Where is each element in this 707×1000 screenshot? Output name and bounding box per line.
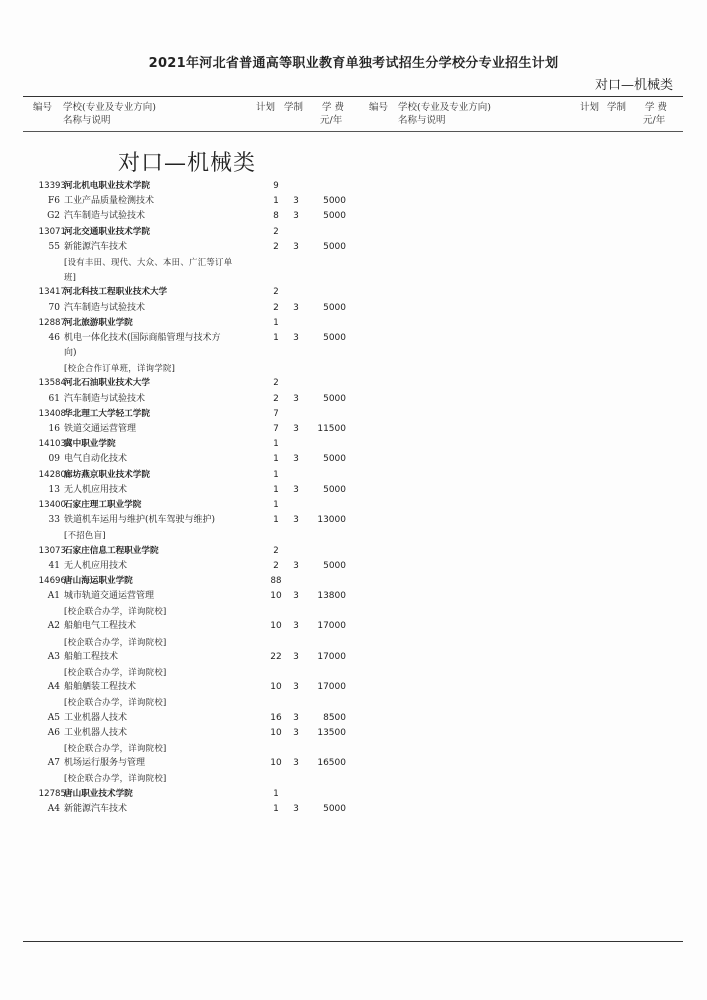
row-years: 3 — [293, 712, 299, 723]
row-plan: 2 — [273, 378, 279, 389]
row-code: A4 — [47, 682, 60, 693]
note-row — [0, 346, 707, 361]
row-plan: 2 — [273, 226, 279, 237]
row-fee: 11500 — [317, 424, 346, 434]
major-row — [0, 194, 707, 209]
row-fee: 5000 — [323, 560, 346, 571]
row-plan: 1 — [273, 788, 279, 799]
header-years-left: 学制 — [284, 102, 304, 113]
row-name: [不招色盲] — [64, 530, 106, 541]
header-school-right: 学校(专业及专业方向) — [398, 102, 491, 113]
header-fee-left-1: 学 费 — [322, 102, 345, 113]
school-row — [0, 225, 707, 240]
note-row — [0, 695, 707, 710]
row-name: [校企联合办学，详询院校] — [64, 773, 167, 784]
row-name: 铁道交通运营管理 — [64, 424, 137, 434]
row-name: 船舶工程技术 — [64, 651, 119, 662]
note-row — [0, 528, 707, 543]
note-row — [0, 665, 707, 680]
major-row — [0, 589, 707, 604]
row-plan: 1 — [273, 332, 279, 343]
row-code: 61 — [48, 393, 60, 404]
major-row — [0, 802, 707, 817]
row-years: 3 — [293, 682, 299, 693]
school-row — [0, 407, 707, 422]
row-code: A5 — [47, 712, 60, 723]
school-row — [0, 179, 707, 194]
row-years: 3 — [293, 211, 299, 222]
row-years: 3 — [293, 302, 299, 313]
row-name: 石家庄信息工程职业学院 — [64, 545, 159, 556]
header-desc-right: 名称与说明 — [398, 115, 446, 126]
row-name: 工业机器人技术 — [64, 727, 128, 738]
row-plan: 16 — [270, 712, 282, 723]
row-plan: 1 — [273, 469, 279, 480]
row-code: A1 — [47, 591, 60, 602]
major-row — [0, 331, 707, 346]
row-plan: 7 — [273, 424, 279, 434]
row-years: 3 — [293, 621, 299, 632]
row-name: [校企联合办学，详询院校] — [64, 606, 167, 617]
row-plan: 1 — [273, 317, 279, 328]
row-name: 城市轨道交通运营管理 — [64, 591, 155, 602]
row-name: 廊坊燕京职业技术学院 — [64, 469, 150, 480]
school-row — [0, 376, 707, 391]
header-top-rule — [23, 96, 683, 97]
row-fee: 16500 — [317, 758, 346, 769]
row-name: 工业产品质量检测技术 — [64, 196, 155, 207]
row-code: 13071 — [38, 226, 66, 237]
row-name: 河北旅游职业学院 — [64, 317, 133, 328]
header-desc-left: 名称与说明 — [63, 115, 111, 126]
row-name: [校企联合办学，详询院校] — [64, 697, 167, 708]
row-code: 14280 — [38, 469, 66, 480]
row-name: [校企合作订单班，详询学院] — [64, 363, 176, 374]
page-title: 2021年河北省普通高等职业教育单独考试招生分学校分专业招生计划 — [148, 56, 559, 71]
row-plan: 2 — [273, 560, 279, 571]
school-row — [0, 498, 707, 513]
row-years: 3 — [293, 803, 299, 814]
school-row — [0, 468, 707, 483]
row-plan: 10 — [270, 591, 282, 602]
school-row — [0, 787, 707, 802]
header-fee-left-2: 元/年 — [320, 115, 343, 126]
major-row — [0, 680, 707, 695]
row-fee: 17000 — [317, 621, 346, 632]
major-row — [0, 650, 707, 665]
note-row — [0, 741, 707, 756]
major-row — [0, 392, 707, 407]
row-fee: 13000 — [317, 515, 346, 526]
row-code: 55 — [48, 241, 60, 252]
school-row — [0, 437, 707, 452]
row-years: 3 — [293, 758, 299, 769]
note-row — [0, 255, 707, 270]
row-plan: 1 — [273, 803, 279, 814]
row-name: 汽车制造与试验技术 — [64, 211, 146, 222]
school-row — [0, 285, 707, 300]
row-name: 冀中职业学院 — [64, 439, 116, 450]
header-code-right: 编号 — [369, 102, 389, 113]
row-plan: 10 — [270, 758, 282, 769]
row-plan: 88 — [270, 575, 282, 586]
row-years: 3 — [293, 591, 299, 602]
row-years: 3 — [293, 241, 299, 252]
school-row — [0, 574, 707, 589]
row-fee: 5000 — [323, 332, 346, 343]
row-name: 工业机器人技术 — [64, 712, 128, 723]
row-name: 唐山职业技术学院 — [64, 788, 133, 799]
header-years-right: 学制 — [607, 102, 627, 113]
major-row — [0, 452, 707, 467]
row-fee: 5000 — [323, 241, 346, 252]
row-code: 14696 — [38, 575, 66, 586]
row-plan: 22 — [270, 651, 282, 662]
row-plan: 2 — [273, 393, 279, 404]
row-fee: 5000 — [323, 484, 346, 495]
row-code: A4 — [47, 803, 60, 814]
row-plan: 1 — [273, 515, 279, 526]
row-fee: 5000 — [323, 211, 346, 222]
row-code: 13400 — [38, 499, 66, 510]
row-code: A3 — [47, 651, 60, 662]
row-name: 电气自动化技术 — [64, 454, 128, 465]
header-school-left: 学校(专业及专业方向) — [63, 102, 156, 113]
footer-rule — [23, 941, 683, 942]
plan-table — [0, 179, 707, 817]
row-code: 12785 — [38, 788, 66, 799]
row-name: 河北机电职业技术学院 — [64, 181, 150, 191]
row-fee: 17000 — [317, 682, 346, 693]
row-name: 河北科技工程职业技术大学 — [64, 287, 168, 298]
row-name: 船舶电气工程技术 — [64, 621, 137, 632]
header-code-left: 编号 — [33, 102, 53, 113]
row-code: 13073 — [38, 545, 66, 556]
row-code: 13 — [48, 484, 60, 495]
row-name: 铁道机车运用与维护(机车驾驶与维护) — [64, 515, 216, 526]
row-fee: 8500 — [323, 712, 346, 723]
row-plan: 1 — [273, 484, 279, 495]
row-code: 12887 — [38, 317, 66, 328]
row-plan: 9 — [273, 181, 279, 191]
row-name: 机场运行服务与管理 — [64, 758, 146, 769]
row-name: 汽车制造与试验技术 — [64, 302, 146, 313]
row-years: 3 — [293, 651, 299, 662]
row-plan: 1 — [273, 439, 279, 450]
row-name: 向) — [64, 348, 77, 359]
row-code: A2 — [47, 621, 60, 632]
row-code: 13584 — [38, 378, 66, 389]
row-name: 河北石油职业技术大学 — [64, 378, 150, 389]
row-code: 13417 — [38, 287, 66, 298]
row-plan: 7 — [273, 408, 279, 419]
major-row — [0, 483, 707, 498]
note-row — [0, 361, 707, 376]
row-fee: 5000 — [323, 196, 346, 207]
section-title: 对口—机械类 — [118, 151, 257, 176]
row-code: 41 — [48, 560, 60, 571]
note-row — [0, 635, 707, 650]
row-years: 3 — [293, 332, 299, 343]
row-plan: 8 — [273, 211, 279, 222]
row-fee: 17000 — [317, 651, 346, 662]
major-row — [0, 422, 707, 437]
major-row — [0, 513, 707, 528]
row-name: 无人机应用技术 — [64, 484, 128, 495]
row-years: 3 — [293, 196, 299, 207]
header-plan-right: 计划 — [580, 102, 600, 113]
row-fee: 5000 — [323, 803, 346, 814]
major-row — [0, 756, 707, 771]
row-name: 河北交通职业技术学院 — [64, 226, 150, 237]
row-plan: 2 — [273, 287, 279, 298]
row-plan: 2 — [273, 545, 279, 556]
school-row — [0, 544, 707, 559]
row-name: 新能源汽车技术 — [64, 803, 128, 814]
row-plan: 10 — [270, 727, 282, 738]
major-row — [0, 240, 707, 255]
row-fee: 13800 — [317, 591, 346, 602]
row-fee: 5000 — [323, 393, 346, 404]
major-row — [0, 619, 707, 634]
major-row — [0, 209, 707, 224]
row-years: 3 — [293, 393, 299, 404]
row-name: [设有丰田、现代、大众、本田、广汇等订单 — [64, 256, 233, 267]
row-code: 14103 — [38, 439, 66, 450]
row-code: 70 — [48, 302, 60, 313]
row-name: 石家庄理工职业学院 — [64, 499, 142, 510]
school-row — [0, 316, 707, 331]
row-name: 唐山海运职业学院 — [64, 575, 133, 586]
row-fee: 5000 — [323, 302, 346, 313]
row-years: 3 — [293, 727, 299, 738]
row-code: F6 — [48, 196, 60, 207]
major-row — [0, 726, 707, 741]
row-code: A6 — [47, 727, 60, 738]
row-name: 班] — [64, 272, 77, 283]
row-years: 3 — [293, 454, 299, 465]
row-years: 3 — [293, 560, 299, 571]
major-row — [0, 711, 707, 726]
header-fee-right-1: 学 费 — [645, 102, 668, 113]
row-code: 46 — [48, 332, 60, 343]
row-code: 33 — [48, 515, 60, 526]
major-row — [0, 559, 707, 574]
note-row — [0, 270, 707, 285]
row-name: 汽车制造与试验技术 — [64, 393, 146, 404]
row-code: A7 — [47, 758, 60, 769]
row-plan: 10 — [270, 682, 282, 693]
row-name: 新能源汽车技术 — [64, 241, 128, 252]
row-years: 3 — [293, 424, 299, 434]
row-code: 09 — [48, 454, 60, 465]
note-row — [0, 771, 707, 786]
row-name: [校企联合办学，详询院校] — [64, 742, 167, 753]
row-code: 13393 — [38, 181, 66, 191]
row-name: 船舶舾装工程技术 — [64, 682, 137, 693]
row-name: 机电一体化技术(国际商船管理与技术方 — [64, 332, 221, 343]
header-fee-right-2: 元/年 — [643, 115, 666, 126]
row-name: [校企联合办学，详询院校] — [64, 667, 167, 677]
row-code: 16 — [48, 424, 60, 434]
header-bottom-rule — [23, 131, 683, 132]
page-subtitle: 对口—机械类 — [594, 78, 673, 93]
row-name: [校企联合办学，详询院校] — [64, 636, 167, 647]
row-plan: 1 — [273, 499, 279, 510]
row-plan: 2 — [273, 241, 279, 252]
row-plan: 1 — [273, 196, 279, 207]
major-row — [0, 301, 707, 316]
row-years: 3 — [293, 515, 299, 526]
note-row — [0, 604, 707, 619]
row-fee: 5000 — [323, 454, 346, 465]
row-name: 无人机应用技术 — [64, 560, 128, 571]
row-name: 华北理工大学轻工学院 — [64, 408, 150, 419]
row-years: 3 — [293, 484, 299, 495]
row-plan: 2 — [273, 302, 279, 313]
row-fee: 13500 — [317, 727, 346, 738]
header-plan-left: 计划 — [256, 102, 276, 113]
row-code: 13408 — [38, 408, 66, 419]
row-plan: 1 — [273, 454, 279, 465]
row-code: G2 — [47, 211, 60, 222]
row-plan: 10 — [270, 621, 282, 632]
